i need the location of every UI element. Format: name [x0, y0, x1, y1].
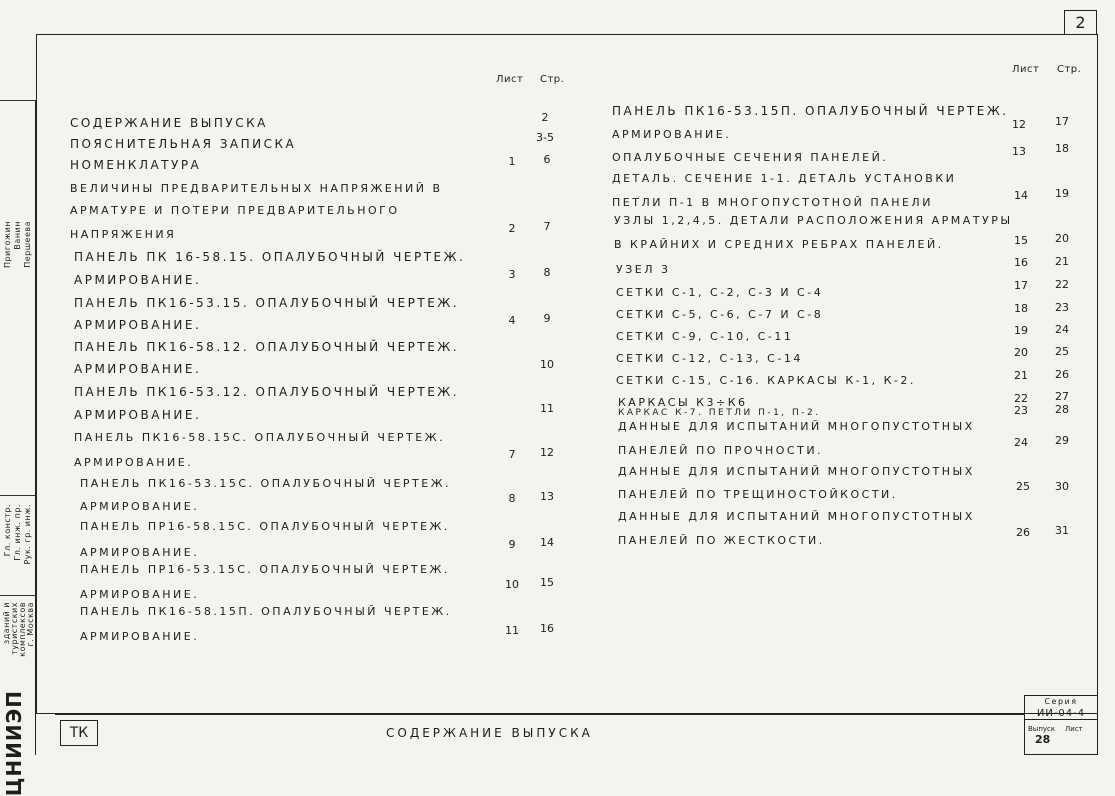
right-entry-text: В КРАЙНИХ И СРЕДНИХ РЕБРАХ ПАНЕЛЕЙ. [614, 238, 944, 251]
left-entry-text: ПАНЕЛЬ ПР16-53.15С. ОПАЛУБОЧНЫЙ ЧЕРТЕЖ. [80, 563, 450, 576]
right-entry-text: КАРКАС К-7. ПЕТЛИ П-1, П-2. [618, 408, 821, 418]
stamp-cell-signatures [0, 100, 36, 360]
right-entry-page: 17 [1055, 115, 1069, 128]
left-entry-page: 7 [543, 220, 551, 233]
right-entry-text: ДАННЫЕ ДЛЯ ИСПЫТАНИЙ МНОГОПУСТОТНЫХ [618, 465, 975, 478]
right-entry-text: СЕТКИ С-5, С-6, С-7 И С-8 [616, 308, 824, 321]
left-entry-text: ПАНЕЛЬ ПР16-58.15С. ОПАЛУБОЧНЫЙ ЧЕРТЕЖ. [80, 520, 450, 533]
stamp-role-2: Гл. инж. пр. [13, 504, 22, 561]
right-entry-text: СЕТКИ С-15, С-16. КАРКАСЫ К-1, К-2. [616, 374, 916, 387]
left-entry-page: 10 [540, 358, 554, 371]
right-entry-sheet: 14 [1014, 189, 1028, 202]
left-entry-text: АРМИРОВАНИЕ. [80, 546, 200, 559]
right-entry-page: 19 [1055, 187, 1069, 200]
right-entry-text: УЗЕЛ 3 [616, 263, 671, 276]
left-entry-text: АРМИРОВАНИЕ. [80, 630, 200, 643]
stamp-role-3: Рук. гр. инж. [23, 504, 32, 565]
left-entry-page: 11 [540, 402, 554, 415]
stamp-org-3: комплексов [18, 602, 27, 657]
left-entry-text: ПАНЕЛЬ ПК16-53.12. ОПАЛУБОЧНЫЙ ЧЕРТЕЖ. [74, 385, 460, 399]
left-col-header-sheet: Лист [496, 74, 524, 85]
stamp-org-1: зданий и [2, 602, 11, 645]
right-entry-sheet: 23 [1014, 404, 1028, 417]
left-entry-text: АРМАТУРЕ И ПОТЕРИ ПРЕДВАРИТЕЛЬНОГО [70, 204, 400, 217]
right-entry-sheet: 16 [1014, 256, 1028, 269]
stamp-role-1: Гл. констр. [3, 504, 12, 557]
series-label: Серия [1044, 697, 1078, 706]
left-entry-page: 15 [540, 576, 554, 589]
left-entry-text: ВЕЛИЧИНЫ ПРЕДВАРИТЕЛЬНЫХ НАПРЯЖЕНИЙ В [70, 182, 443, 195]
left-entry-page: 2 [541, 111, 549, 124]
document-code: ТК [60, 720, 98, 746]
stamp-name-1: Пригожин [3, 221, 12, 269]
left-entry-sheet: 7 [508, 448, 516, 461]
right-entry-page: 30 [1055, 480, 1069, 493]
stamp-org-4: г. Москва [26, 602, 35, 647]
left-entry-page: 12 [540, 446, 554, 459]
right-entry-page: 25 [1055, 345, 1069, 358]
issue-value: 28 [1035, 733, 1051, 746]
left-entry-text: ПОЯСНИТЕЛЬНАЯ ЗАПИСКА [70, 137, 297, 151]
left-entry-page: 9 [543, 312, 551, 325]
right-entry-text: ПАНЕЛЕЙ ПО ТРЕЩИНОСТОЙКОСТИ. [618, 488, 898, 501]
left-entry-text: НАПРЯЖЕНИЯ [70, 228, 177, 241]
right-entry-page: 29 [1055, 434, 1069, 447]
stamp-cell-org [0, 595, 36, 680]
right-entry-sheet: 20 [1014, 346, 1028, 359]
left-entry-sheet: 9 [508, 538, 516, 551]
document-title: СОДЕРЖАНИЕ ВЫПУСКА [386, 726, 593, 740]
right-entry-page: 21 [1055, 255, 1069, 268]
stamp-name-2: Ванин [13, 221, 22, 250]
left-entry-text: АРМИРОВАНИЕ. [80, 500, 200, 513]
right-entry-text: ПАНЕЛЬ ПК16-53.15П. ОПАЛУБОЧНЫЙ ЧЕРТЕЖ. [612, 104, 1009, 118]
stamp-cell-roles [0, 495, 36, 595]
issue-label: Выпуск [1028, 725, 1056, 733]
right-entry-text: СЕТКИ С-1, С-2, С-3 И С-4 [616, 286, 824, 299]
right-entry-text: ПАНЕЛЕЙ ПО ЖЕСТКОСТИ. [618, 534, 825, 547]
left-entry-page: 16 [540, 622, 554, 635]
right-entry-sheet: 26 [1016, 526, 1030, 539]
left-entry-text: ПАНЕЛЬ ПК16-58.15П. ОПАЛУБОЧНЫЙ ЧЕРТЕЖ. [80, 605, 452, 618]
left-entry-text: ПАНЕЛЬ ПК 16-58.15. ОПАЛУБОЧНЫЙ ЧЕРТЕЖ. [74, 250, 466, 264]
right-entry-sheet: 25 [1016, 480, 1030, 493]
left-entry-text: СОДЕРЖАНИЕ ВЫПУСКА [70, 116, 268, 130]
left-entry-page: 6 [543, 153, 551, 166]
stamp-name-3: Першеева [23, 221, 32, 268]
series-box [1024, 695, 1098, 755]
left-entry-page: 13 [540, 490, 554, 503]
left-entry-page: 3-5 [536, 131, 554, 144]
right-entry-text: ДАННЫЕ ДЛЯ ИСПЫТАНИЙ МНОГОПУСТОТНЫХ [618, 510, 975, 523]
right-entry-text: ОПАЛУБОЧНЫЕ СЕЧЕНИЯ ПАНЕЛЕЙ. [612, 151, 889, 164]
right-entry-text: ПАНЕЛЕЙ ПО ПРОЧНОСТИ. [618, 444, 824, 457]
right-entry-sheet: 18 [1014, 302, 1028, 315]
right-entry-page: 24 [1055, 323, 1069, 336]
left-entry-sheet: 10 [505, 578, 519, 591]
right-entry-text: УЗЛЫ 1,2,4,5. ДЕТАЛИ РАСПОЛОЖЕНИЯ АРМАТУРЫ [614, 214, 1013, 227]
right-entry-sheet: 22 [1014, 392, 1028, 405]
right-entry-sheet: 19 [1014, 324, 1028, 337]
right-entry-text: СЕТКИ С-9, С-10, С-11 [616, 330, 794, 343]
left-entry-text: ПАНЕЛЬ ПК16-53.15. ОПАЛУБОЧНЫЙ ЧЕРТЕЖ. [74, 296, 460, 310]
stamp-org-2: туристских [10, 602, 19, 655]
right-entry-text: ДЕТАЛЬ. СЕЧЕНИЕ 1-1. ДЕТАЛЬ УСТАНОВКИ [612, 172, 957, 185]
left-entry-page: 8 [543, 266, 551, 279]
left-entry-sheet: 1 [508, 155, 516, 168]
right-entry-sheet: 24 [1014, 436, 1028, 449]
right-entry-page: 31 [1055, 524, 1069, 537]
page-number: 2 [1064, 10, 1097, 35]
right-entry-sheet: 21 [1014, 369, 1028, 382]
left-entry-sheet: 11 [505, 624, 519, 637]
right-entry-page: 23 [1055, 301, 1069, 314]
left-entry-sheet: 8 [508, 492, 516, 505]
left-entry-text: ПАНЕЛЬ ПК16-58.15С. ОПАЛУБОЧНЫЙ ЧЕРТЕЖ. [74, 431, 446, 444]
right-entry-text: АРМИРОВАНИЕ. [612, 128, 732, 141]
right-entry-text: КАРКАСЫ К3÷К6 [618, 396, 748, 409]
left-entry-text: АРМИРОВАНИЕ. [74, 318, 202, 332]
left-entry-text: АРМИРОВАНИЕ. [74, 273, 202, 287]
left-stamp-strip [0, 100, 36, 755]
right-entry-sheet: 15 [1014, 234, 1028, 247]
left-entry-text: АРМИРОВАНИЕ. [74, 362, 202, 376]
right-entry-sheet: 12 [1012, 118, 1026, 131]
series-value: ИИ-04-4 [1025, 708, 1097, 720]
left-entry-page: 14 [540, 536, 554, 549]
sheet-label: Лист [1065, 725, 1083, 733]
right-entry-page: 22 [1055, 278, 1069, 291]
left-col-header-page: Стр. [540, 74, 565, 85]
left-entry-text: ПАНЕЛЬ ПК16-53.15С. ОПАЛУБОЧНЫЙ ЧЕРТЕЖ. [80, 477, 452, 490]
right-entry-sheet: 17 [1014, 279, 1028, 292]
left-entry-text: АРМИРОВАНИЕ. [74, 456, 194, 469]
right-entry-text: ДАННЫЕ ДЛЯ ИСПЫТАНИЙ МНОГОПУСТОТНЫХ [618, 420, 975, 433]
left-entry-text: АРМИРОВАНИЕ. [74, 408, 202, 422]
left-entry-text: АРМИРОВАНИЕ. [80, 588, 200, 601]
left-entry-sheet: 3 [508, 268, 516, 281]
right-entry-text: СЕТКИ С-12, С-13, С-14 [616, 352, 803, 365]
right-entry-page: 20 [1055, 232, 1069, 245]
org-logo: ЦНИИЭП [2, 690, 26, 796]
left-entry-text: ПАНЕЛЬ ПК16-58.12. ОПАЛУБОЧНЫЙ ЧЕРТЕЖ. [74, 340, 460, 354]
issue-sheet-row [1025, 725, 1097, 755]
right-entry-text: ПЕТЛИ П-1 В МНОГОПУСТОТНОЙ ПАНЕЛИ [612, 196, 933, 209]
right-entry-page: 28 [1055, 403, 1069, 416]
right-entry-page: 18 [1055, 142, 1069, 155]
right-col-header-page: Стр. [1057, 64, 1082, 75]
left-entry-sheet: 4 [508, 314, 516, 327]
left-entry-text: НОМЕНКЛАТУРА [70, 158, 202, 172]
right-entry-page: 27 [1055, 390, 1069, 403]
left-entry-sheet: 2 [508, 222, 516, 235]
right-entry-page: 26 [1055, 368, 1069, 381]
right-col-header-sheet: Лист [1012, 64, 1040, 75]
right-entry-sheet: 13 [1012, 145, 1026, 158]
